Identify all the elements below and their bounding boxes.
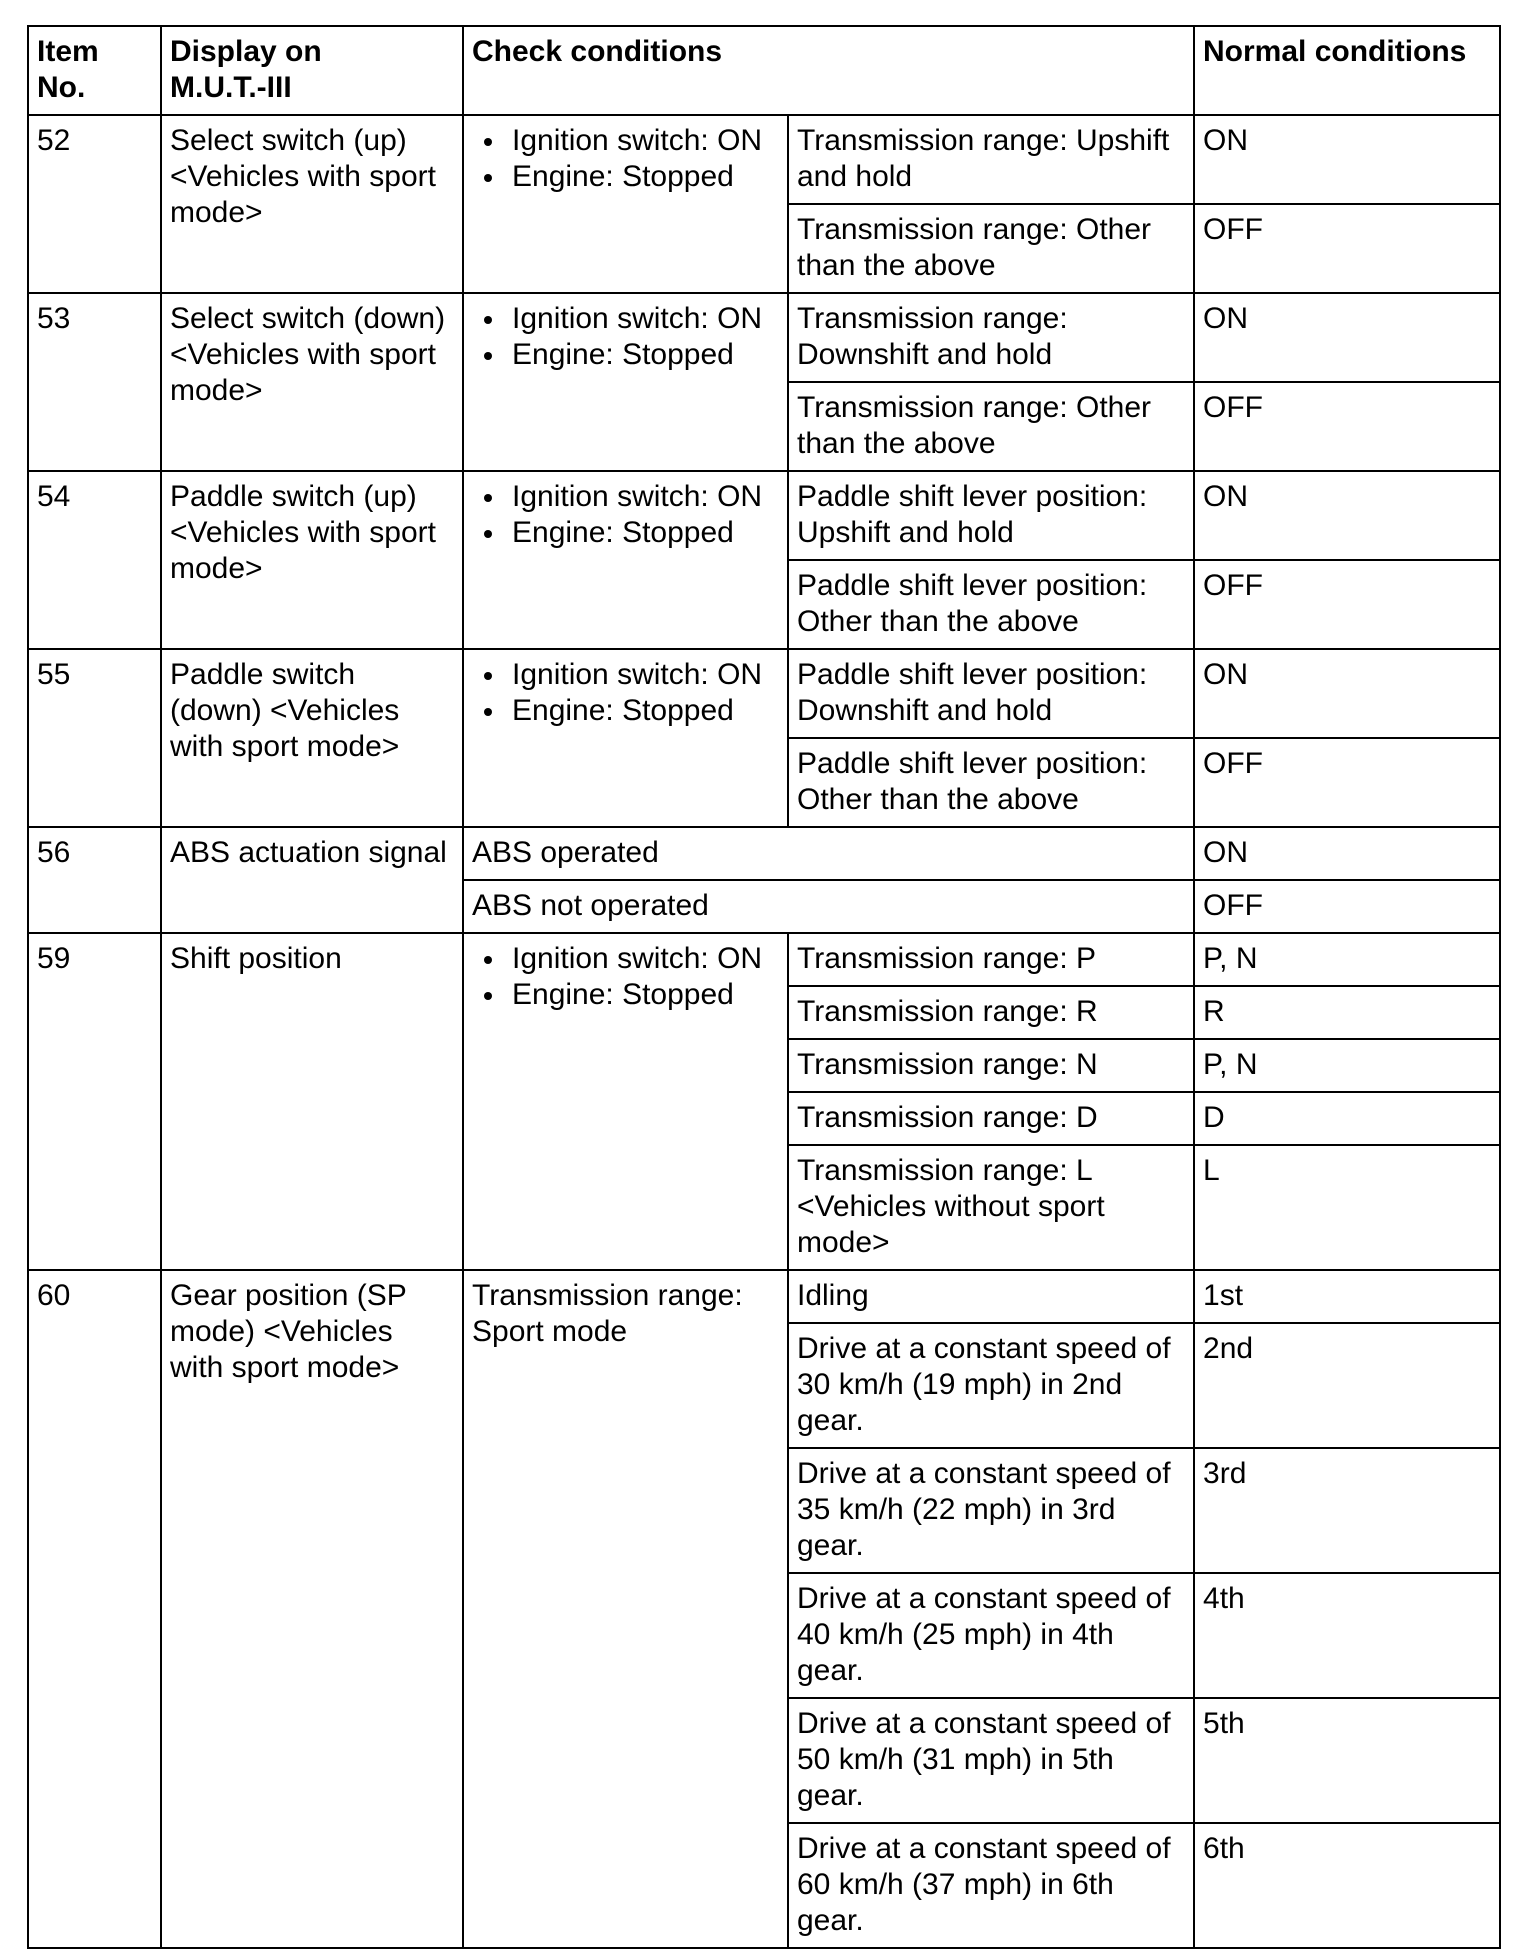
table-row bbox=[28, 115, 1500, 204]
item-number: 60 bbox=[28, 1270, 161, 1948]
item-number: 54 bbox=[28, 471, 161, 649]
list-item: Engine: Stopped bbox=[512, 693, 779, 729]
display-name: Select switch (down) <Vehicles with sport mode> bbox=[161, 293, 463, 471]
normal-condition: ON bbox=[1194, 293, 1500, 382]
normal-condition: ON bbox=[1194, 649, 1500, 738]
display-name: Paddle switch (down) <Vehicles with sport mode> bbox=[161, 649, 463, 827]
normal-condition: OFF bbox=[1194, 560, 1500, 649]
header-normal-conditions: Normal conditions bbox=[1194, 26, 1500, 115]
list-item: Engine: Stopped bbox=[512, 977, 779, 1013]
check-condition: Transmission range: N bbox=[788, 1039, 1194, 1092]
normal-condition: 1st bbox=[1194, 1270, 1500, 1323]
check-condition: ABS operated bbox=[463, 827, 1194, 880]
table-row bbox=[28, 293, 1500, 382]
table-row bbox=[28, 471, 1500, 560]
header-display: Display on M.U.T.-III bbox=[161, 26, 463, 115]
display-name: Select switch (up) <Vehicles with sport mode> bbox=[161, 115, 463, 293]
normal-condition: 6th bbox=[1194, 1823, 1500, 1948]
normal-condition: ON bbox=[1194, 827, 1500, 880]
check-condition: Paddle shift lever position: Other than the above bbox=[788, 738, 1194, 827]
normal-condition: 4th bbox=[1194, 1573, 1500, 1698]
normal-condition: L bbox=[1194, 1145, 1500, 1270]
header-check-conditions: Check conditions bbox=[463, 26, 1194, 115]
check-condition: Transmission range: D bbox=[788, 1092, 1194, 1145]
check-condition: ABS not operated bbox=[463, 880, 1194, 933]
table-row bbox=[28, 649, 1500, 738]
check-condition-list bbox=[463, 293, 788, 471]
normal-condition: OFF bbox=[1194, 880, 1500, 933]
check-condition: Drive at a constant speed of 60 km/h (37 mph) in 6th gear. bbox=[788, 1823, 1194, 1948]
table-row bbox=[28, 1270, 1500, 1323]
list-item: Engine: Stopped bbox=[512, 159, 779, 195]
check-condition: Paddle shift lever position: Other than the above bbox=[788, 560, 1194, 649]
normal-condition: OFF bbox=[1194, 204, 1500, 293]
normal-condition: OFF bbox=[1194, 738, 1500, 827]
check-condition: Idling bbox=[788, 1270, 1194, 1323]
check-condition: Transmission range: Other than the above bbox=[788, 382, 1194, 471]
check-condition: Drive at a constant speed of 50 km/h (31 mph) in 5th gear. bbox=[788, 1698, 1194, 1823]
check-condition: Transmission range: R bbox=[788, 986, 1194, 1039]
display-name: ABS actuation signal bbox=[161, 827, 463, 933]
normal-condition: P, N bbox=[1194, 1039, 1500, 1092]
list-item: Ignition switch: ON bbox=[512, 657, 779, 693]
normal-condition: ON bbox=[1194, 115, 1500, 204]
check-condition: Drive at a constant speed of 35 km/h (22 mph) in 3rd gear. bbox=[788, 1448, 1194, 1573]
check-condition: Paddle shift lever position: Upshift and hold bbox=[788, 471, 1194, 560]
list-item: Ignition switch: ON bbox=[512, 479, 779, 515]
normal-condition: 5th bbox=[1194, 1698, 1500, 1823]
item-number: 55 bbox=[28, 649, 161, 827]
display-name: Gear position (SP mode) <Vehicles with sport mode> bbox=[161, 1270, 463, 1948]
normal-condition: 3rd bbox=[1194, 1448, 1500, 1573]
normal-condition: R bbox=[1194, 986, 1500, 1039]
normal-condition: OFF bbox=[1194, 382, 1500, 471]
header-item-no: Item No. bbox=[28, 26, 161, 115]
check-condition-list bbox=[463, 649, 788, 827]
list-item: Engine: Stopped bbox=[512, 515, 779, 551]
check-condition-range: Transmission range: Sport mode bbox=[463, 1270, 788, 1948]
table-row bbox=[28, 827, 1500, 880]
check-condition: Transmission range: Other than the above bbox=[788, 204, 1194, 293]
check-condition-list bbox=[463, 115, 788, 293]
check-condition: Drive at a constant speed of 40 km/h (25 mph) in 4th gear. bbox=[788, 1573, 1194, 1698]
check-condition: Transmission range: Upshift and hold bbox=[788, 115, 1194, 204]
item-number: 53 bbox=[28, 293, 161, 471]
table-row bbox=[28, 933, 1500, 986]
diagnostic-table bbox=[27, 25, 1501, 1949]
list-item: Ignition switch: ON bbox=[512, 941, 779, 977]
list-item: Engine: Stopped bbox=[512, 337, 779, 373]
display-name: Paddle switch (up) <Vehicles with sport mode> bbox=[161, 471, 463, 649]
item-number: 59 bbox=[28, 933, 161, 1270]
item-number: 56 bbox=[28, 827, 161, 933]
check-condition: Transmission range: L <Vehicles without sport mode> bbox=[788, 1145, 1194, 1270]
header-row bbox=[28, 26, 1500, 115]
item-number: 52 bbox=[28, 115, 161, 293]
check-condition: Transmission range: P bbox=[788, 933, 1194, 986]
check-condition: Drive at a constant speed of 30 km/h (19 mph) in 2nd gear. bbox=[788, 1323, 1194, 1448]
list-item: Ignition switch: ON bbox=[512, 123, 779, 159]
list-item: Ignition switch: ON bbox=[512, 301, 779, 337]
normal-condition: P, N bbox=[1194, 933, 1500, 986]
normal-condition: ON bbox=[1194, 471, 1500, 560]
normal-condition: 2nd bbox=[1194, 1323, 1500, 1448]
check-condition-list bbox=[463, 471, 788, 649]
display-name: Shift position bbox=[161, 933, 463, 1270]
check-condition: Transmission range: Downshift and hold bbox=[788, 293, 1194, 382]
check-condition-list bbox=[463, 933, 788, 1270]
normal-condition: D bbox=[1194, 1092, 1500, 1145]
check-condition: Paddle shift lever position: Downshift and hold bbox=[788, 649, 1194, 738]
